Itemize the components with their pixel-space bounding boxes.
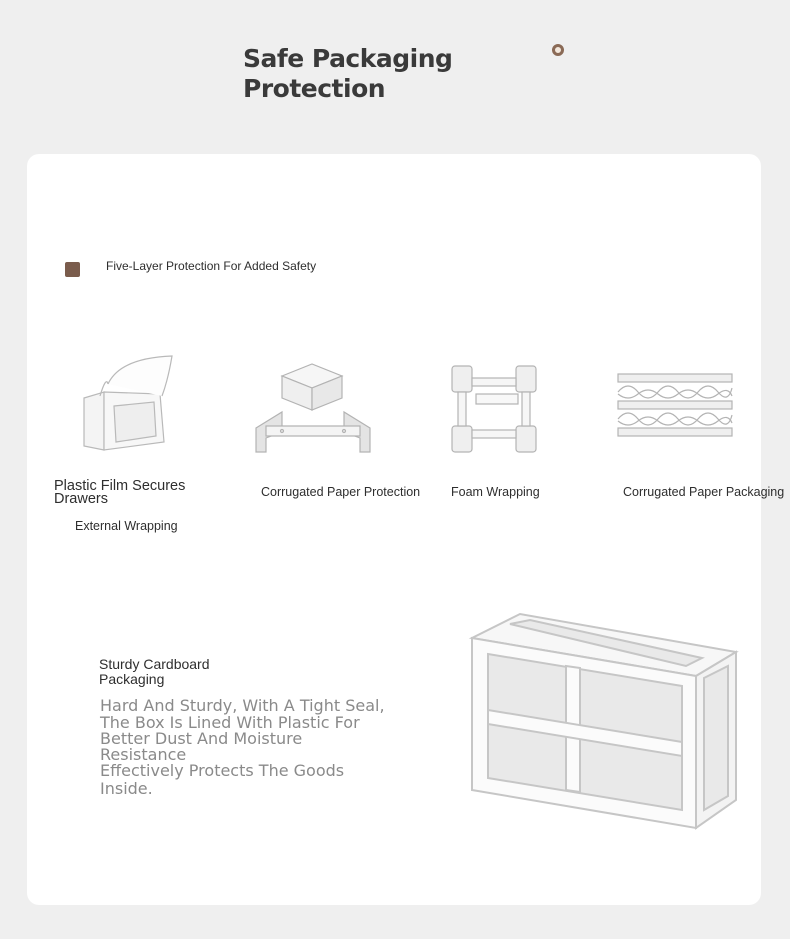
desc-line-1: Hard And Sturdy, With A Tight Seal, — [100, 696, 385, 715]
cardboard-box-icon — [468, 610, 740, 832]
layer-1-label-line-2: Drawers — [54, 491, 108, 507]
desc-line-2: The Box Is Lined With Plastic For — [100, 713, 360, 732]
layer-4-label: Corrugated Paper Packaging — [623, 485, 785, 499]
desc-line-6: Inside. — [100, 779, 153, 798]
page-title-line-2: Protection — [243, 74, 386, 103]
layer-1-label-line-1: Plastic Film Secures — [54, 478, 186, 494]
corner-protector-icon — [254, 362, 372, 456]
cardboard-description — [100, 696, 400, 798]
desc-line-5: Effectively Protects The Goods — [100, 761, 345, 780]
cardboard-title-line-2: Packaging — [99, 671, 165, 687]
layer-1-caption: External Wrapping — [75, 519, 178, 533]
page-title-line-1: Safe Packaging — [243, 44, 453, 73]
corrugated-sheet-icon — [616, 372, 736, 440]
desc-line-3: Better Dust And Moisture — [100, 729, 303, 748]
cardboard-title — [99, 657, 210, 687]
page-title — [243, 44, 452, 104]
cardboard-title-line-1: Sturdy Cardboard — [99, 656, 210, 672]
desc-line-4: Resistance — [100, 745, 187, 764]
layer-2-label: Corrugated Paper Protection — [261, 485, 421, 499]
plastic-film-drawer-icon — [80, 352, 180, 458]
ring-icon — [552, 44, 564, 56]
foam-frame-icon — [450, 364, 540, 456]
layer-1-label — [54, 480, 185, 506]
feature-bullet-icon — [65, 262, 80, 277]
feature-label: Five-Layer Protection For Added Safety — [106, 259, 317, 273]
layer-3-label: Foam Wrapping — [451, 485, 540, 499]
